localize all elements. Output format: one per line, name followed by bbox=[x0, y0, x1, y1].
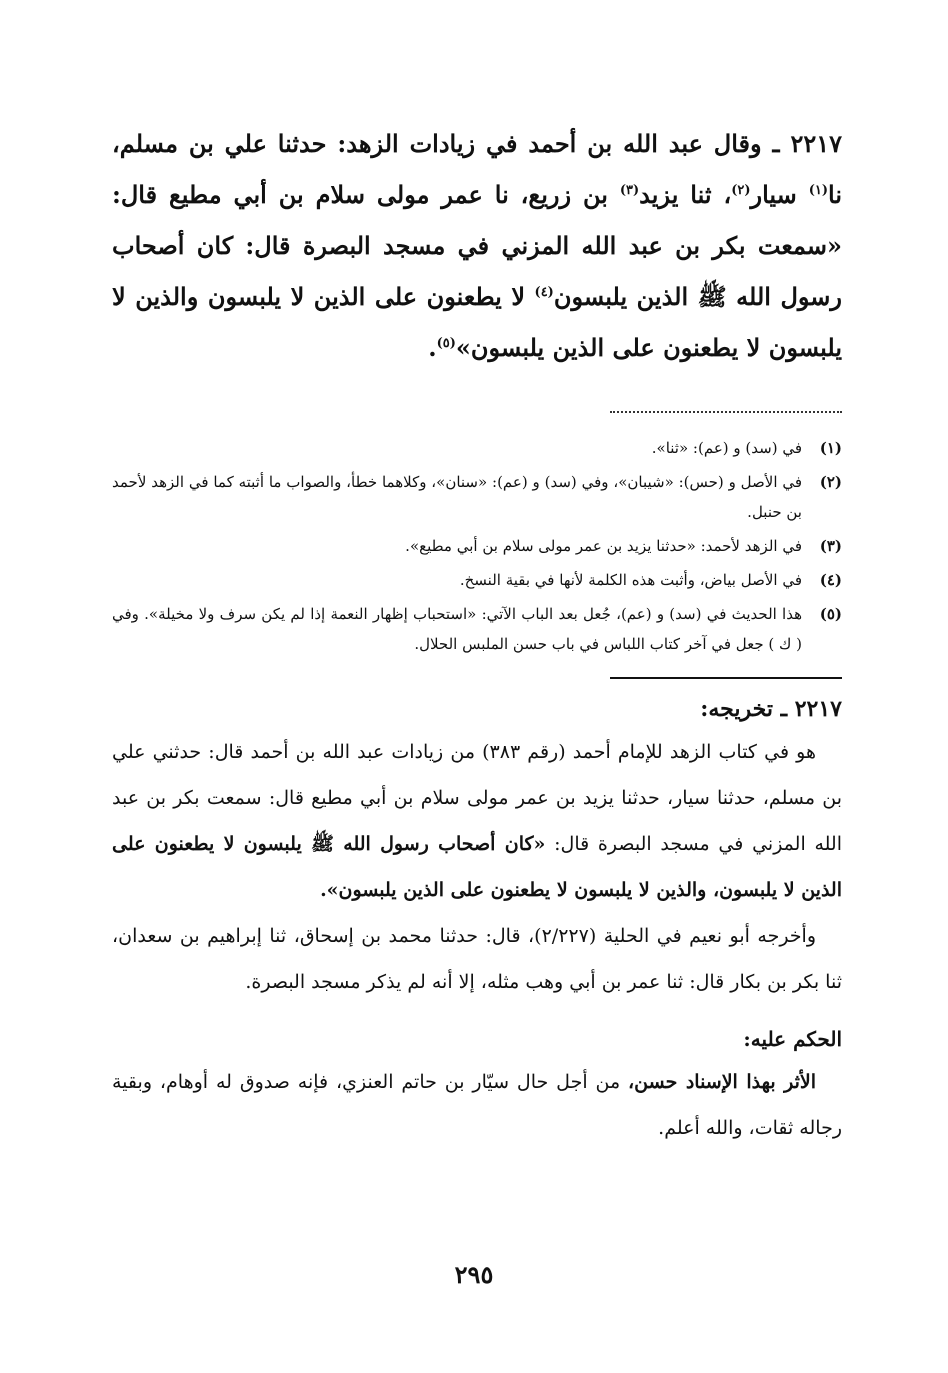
footnote-separator bbox=[610, 411, 842, 427]
hadith-number: ٢٢١٧ bbox=[790, 129, 842, 158]
hadith-segment-4: بن زريع، نا عمر مولى سلام بن أبي مطيع قال: «سمعت بكر بن عبد الله المزني في مسجد البصرة قال: كان أصحاب رسول الله ﷺ الذين يلبسون bbox=[112, 180, 842, 311]
footnote-number: (٣) bbox=[819, 537, 842, 555]
takhrij-paragraph-2: وأخرجه أبو نعيم في الحلية (٢/٢٢٧)، قال: حدثنا محمد بن إسحاق، ثنا إبراهيم بن سعدان، ثنا بكر بن بكار قال: ثنا عمر بن أبي وهب مثله، إلا أنه لم يذكر مسجد البصرة. bbox=[112, 925, 842, 993]
footnote-text: هذا الحديث في (سد) و (عم)، جُعل بعد الباب الآتي: «استحباب إظهار النعمة إذا لم يكن سرف ولا مخيلة». وفي ( ك ) جعل في آخر كتاب اللباس في باب حسن الملبس الحلال. bbox=[112, 605, 802, 653]
footnote-number: (١) bbox=[819, 439, 842, 457]
takhrij-text: هو في كتاب الزهد للإمام أحمد (رقم ٣٨٣) من زيادات عبد الله بن أحمد قال: حدثني علي بن مسلم، حدثنا سيار، حدثنا يزيد بن عمر مولى سلام بن أبي مطيع قال: سمعت بكر بن عبد الله المزني في مسجد البصرة قال: bbox=[112, 741, 842, 855]
takhrij-paragraph-1 bbox=[112, 729, 842, 913]
takhrij-quote: «كان أصحاب رسول الله ﷺ يلبسون لا يطعنون على الذين لا يلبسون، والذين لا يلبسون لا يطعنون على الذين يلبسون». bbox=[112, 833, 842, 901]
footnote-list bbox=[112, 433, 842, 659]
hukm-paragraph bbox=[112, 1059, 842, 1151]
footnote-ref-3: (٣) bbox=[619, 183, 640, 198]
book-page bbox=[112, 118, 842, 1151]
footnote-number: (٤) bbox=[819, 571, 842, 589]
footnote-text: في (سد) و (عم): «ثنا». bbox=[651, 439, 802, 457]
hadith-segment-3: ، ثنا يزيد bbox=[639, 180, 732, 209]
hadith-segment-6: . bbox=[428, 333, 437, 362]
page-number: ٢٩٥ bbox=[454, 1260, 494, 1289]
hadith-segment-2: سيار bbox=[750, 180, 809, 209]
footnote-ref-1: (١) bbox=[808, 183, 828, 198]
footnote-number: (٢) bbox=[819, 473, 842, 491]
hukm-lead: الأثر بهذا الإسناد حسن، bbox=[628, 1071, 816, 1093]
footnote-item bbox=[112, 433, 842, 463]
footnote-text: في الأصل بياض، وأثبت هذه الكلمة لأنها في بقية النسخ. bbox=[459, 571, 802, 589]
section-rule bbox=[610, 677, 842, 679]
hukm-heading: الحكم عليه: bbox=[743, 1027, 842, 1051]
footnote-item bbox=[112, 599, 842, 659]
hadith-segment-5: لا يطعنون على الذين لا يلبسون والذين لا يلبسون لا يطعنون على الذين يلبسون» bbox=[112, 282, 842, 362]
footnote-number: (٥) bbox=[819, 605, 842, 623]
footnote-text: في الأصل و (حس): «شيبان»، وفي (سد) و (عم): «سنان»، وكلاهما خطأ، والصواب ما أثبته كما في الزهد لأحمد بن حنبل. bbox=[112, 473, 802, 521]
footnote-ref-2: (٢) bbox=[731, 183, 751, 198]
takhrij-heading: ٢٢١٧ ـ تخريجه: bbox=[700, 696, 842, 722]
footnote-text: في الزهد لأحمد: «حدثنا يزيد بن عمر مولى سلام بن أبي مطيع». bbox=[405, 537, 802, 555]
footnote-ref-5: (٥) bbox=[436, 336, 456, 351]
footnote-item bbox=[112, 565, 842, 595]
hadith-segment-1: وقال عبد الله بن أحمد في زيادات الزهد: حدثنا علي بن مسلم، نا bbox=[112, 129, 842, 209]
hadith-text bbox=[112, 118, 842, 373]
footnote-item bbox=[112, 467, 842, 527]
hukm-text: من أجل حال سيّار بن حاتم العنزي، فإنه صدوق له أوهام، وبقية رجاله ثقات، والله أعلم. bbox=[112, 1071, 842, 1139]
footnote-item bbox=[112, 531, 842, 561]
footnote-ref-4: (٤) bbox=[534, 285, 554, 300]
hadith-dash: ـ bbox=[761, 129, 791, 158]
